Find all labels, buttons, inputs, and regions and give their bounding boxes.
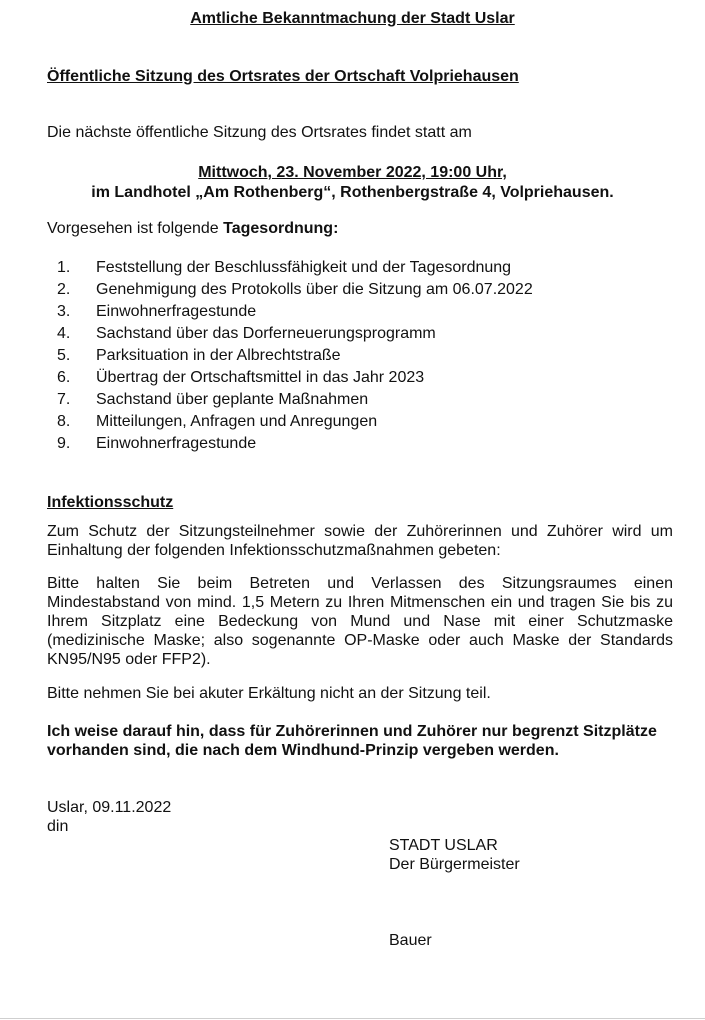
intro-text: Die nächste öffentliche Sitzung des Ortsrates findet statt am [47,124,472,141]
agenda-item-text: Parksituation in der Albrechtstraße [96,347,341,364]
agenda-item-text: Feststellung der Beschlussfähigkeit und der Tagesordnung [96,259,512,276]
signatory-name: Bauer [389,932,432,949]
agenda-intro-bold: Tagesordnung: [223,220,339,237]
agenda-item-number: 5. [57,347,71,364]
agenda-item-text: Übertrag der Ortschaftsmittel in das Jahr 2023 [96,369,425,386]
agenda-item-text: Sachstand über geplante Maßnahmen [96,391,369,408]
agenda-intro-prefix: Vorgesehen ist folgende [47,220,224,237]
agenda-item-number: 9. [57,435,71,452]
agenda-item-number: 6. [57,369,71,386]
agenda-item-number: 7. [57,391,71,408]
infection-heading: Infektionsschutz [47,494,174,511]
agenda-item-number: 2. [57,281,71,298]
page-bottom-divider [0,1018,705,1019]
meeting-date: Mittwoch, 23. November 2022, 19:00 Uhr, [198,164,507,181]
agenda-item-text: Einwohnerfragestunde [96,303,257,320]
meeting-location: im Landhotel „Am Rothenberg“, Rothenbergstraße 4, Volpriehausen. [91,184,614,201]
meeting-details [0,163,705,203]
page-title: Amtliche Bekanntmachung der Stadt Uslar [190,10,515,27]
agenda-item-text: Einwohnerfragestunde [96,435,257,452]
agenda-item-number: 1. [57,259,71,276]
infection-paragraph-3: Bitte nehmen Sie bei akuter Erkältung nicht an der Sitzung teil. [47,685,491,702]
agenda-item-text: Mitteilungen, Anfragen und Anregungen [96,413,378,430]
agenda-item-number: 3. [57,303,71,320]
organization-name: STADT USLAR [389,837,498,854]
seating-notice: Ich weise darauf hin, dass für Zuhörerinnen und Zuhörer nur begrenzt Sitzplätze vorhanden sind, die nach dem Windhund-Prinzip vergeben werden. [47,723,657,759]
agenda-intro [47,220,338,238]
agenda-item-text: Sachstand über das Dorferneuerungsprogramm [96,325,436,342]
infection-paragraph-1: Zum Schutz der Sitzungsteilnehmer sowie der Zuhörerinnen und Zuhörer wird um Einhaltung der folgenden Infektionsschutzmaßnahmen gebeten: [47,523,673,559]
signatory-role: Der Bürgermeister [389,856,520,873]
agenda-item-number: 4. [57,325,71,342]
agenda-item-number: 8. [57,413,71,430]
infection-paragraph-2: Bitte halten Sie beim Betreten und Verlassen des Sitzungsraumes einen Mindestabstand von mind. 1,5 Metern zu Ihren Mitmenschen ein und tragen Sie bis zu Ihrem Sitzplatz eine Bedeckung von Mund und Nase mit einer Schutzmaske (medizinische Maske; also sogenannte OP-Maske oder auch Maske der Standards KN95/N95 oder FFP2). [47,575,673,668]
initials: din [47,818,69,835]
agenda-item-text: Genehmigung des Protokolls über die Sitzung am 06.07.2022 [96,281,533,298]
place-date: Uslar, 09.11.2022 [47,799,172,816]
meeting-subtitle: Öffentliche Sitzung des Ortsrates der Ortschaft Volpriehausen [47,68,519,85]
